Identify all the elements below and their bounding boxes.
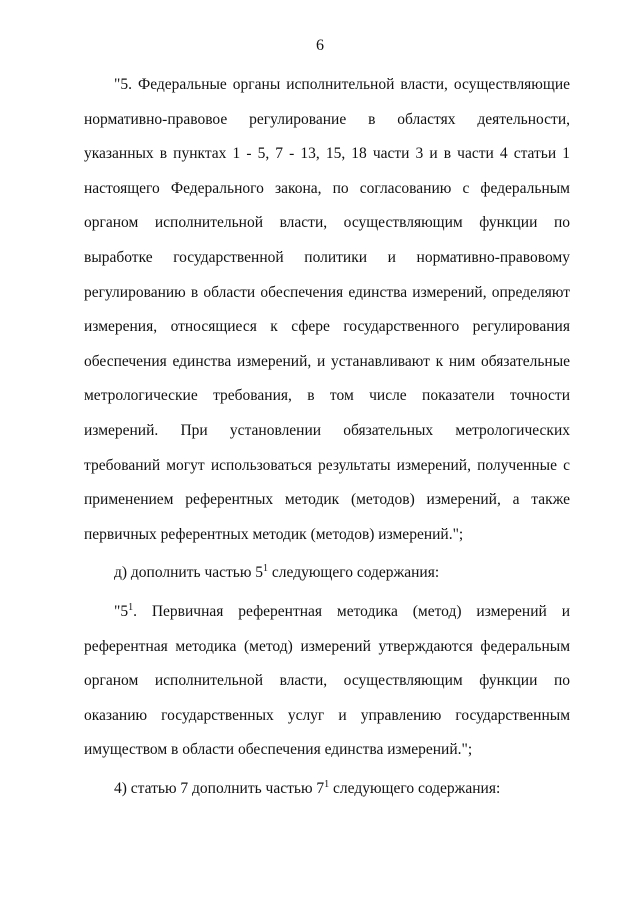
paragraph-item-4 bbox=[84, 772, 570, 807]
paragraph-subitem-d bbox=[84, 556, 570, 591]
paragraph-item-5-amendment bbox=[84, 68, 570, 552]
paragraph-text-after: . Первичная референтная методика (метод) измерений и референтная методика (метод) измерений утверждаются федеральным органом исполнительной власти, осуществляющим функции по оказанию государственных услуг и управлению государственным имуществом в области обеспечения единства измерений."; bbox=[84, 602, 570, 759]
paragraph-text-before: д) дополнить частью 5 bbox=[114, 564, 264, 582]
document-body bbox=[84, 68, 570, 806]
superscript: 1 bbox=[263, 563, 269, 575]
page-number: 6 bbox=[316, 37, 324, 54]
paragraph-text-before: 4) статью 7 дополнить частью 7 bbox=[114, 779, 325, 797]
paragraph-text: "5. Федеральные органы исполнительной власти, осуществляющие нормативно-правовое регулирование в областях деятельности, указанных в пунктах 1 - 5, 7 - 13, 15, 18 части 3 и в части 4 статьи 1 настоящего Федерального закона, по согласованию с федеральным органом исполнительной власти, осуществляющим функции по выработке государственной политики и нормативно-правовому регулированию в области обеспечения единства измерений, определяют измерения, относящиеся к сфере государственного регулирования обеспечения единства измерений, и устанавливают к ним обязательные метрологические требования, в том числе показатели точности измерений. При установлении обязательных метрологических требований могут использоваться результаты измерений, полученные с применением референтных методик (методов) измерений, а также первичных референтных методик (методов) измерений."; bbox=[84, 76, 570, 543]
superscript: 1 bbox=[128, 601, 134, 613]
paragraph-text-after: следующего содержания: bbox=[329, 779, 501, 797]
superscript: 1 bbox=[324, 778, 330, 790]
paragraph-text-before: "5 bbox=[114, 602, 129, 620]
paragraph-part-5-1 bbox=[84, 595, 570, 768]
paragraph-text-after: следующего содержания: bbox=[268, 564, 440, 582]
